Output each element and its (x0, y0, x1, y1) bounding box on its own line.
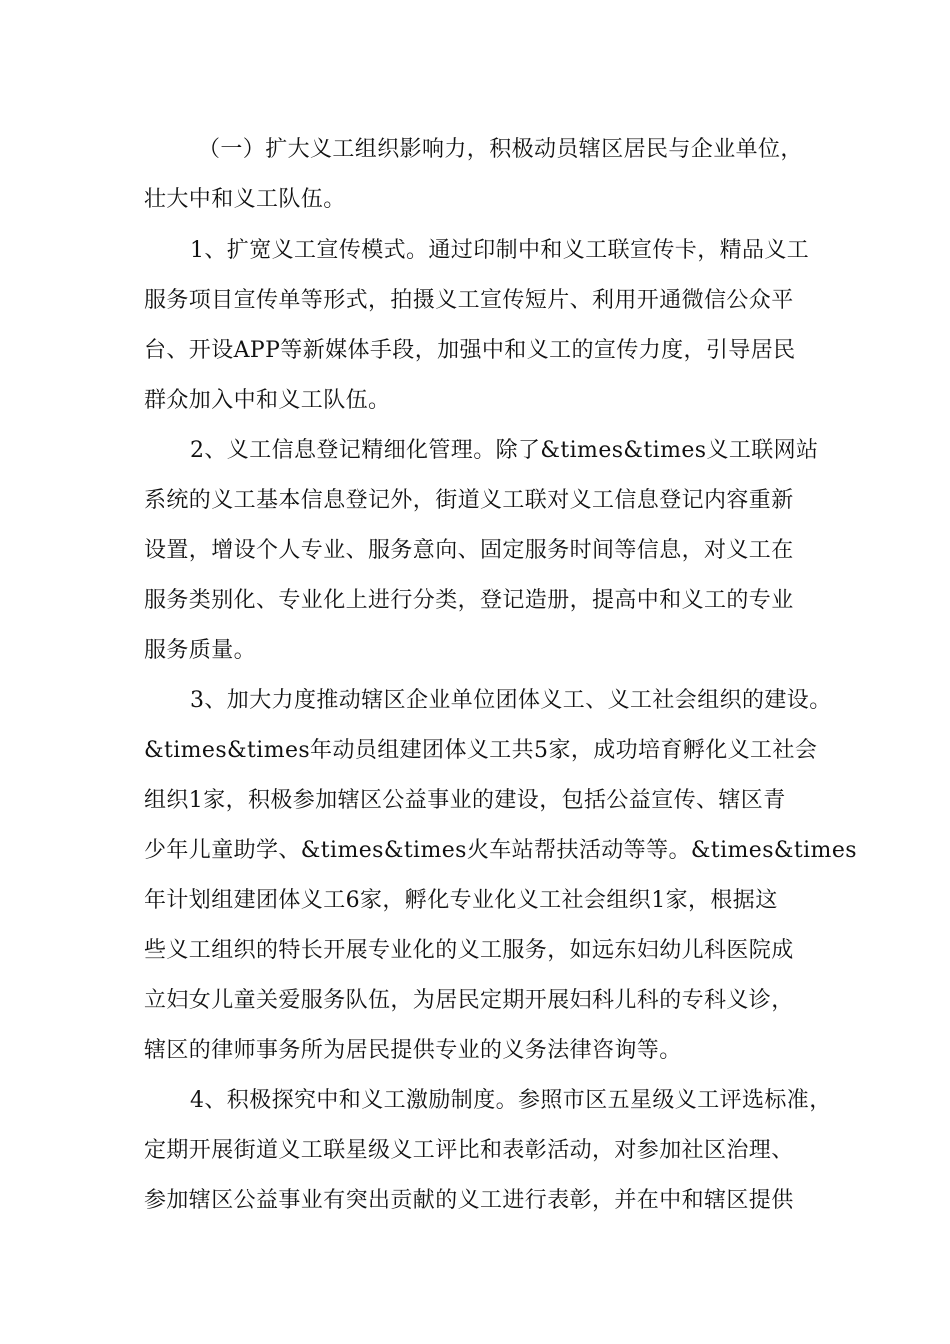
paragraph-line: &times&times年动员组建团体义工共5家，成功培育孵化义工社会 (144, 738, 818, 763)
paragraph-line: 立妇女儿童关爱服务队伍，为居民定期开展妇科儿科的专科义诊， (144, 988, 794, 1013)
paragraph-line: 壮大中和义工队伍。 (144, 187, 346, 212)
paragraph-line: 群众加入中和义工队伍。 (144, 388, 391, 413)
section-heading-line: （一）扩大义工组织影响力，积极动员辖区居民与企业单位， (198, 137, 803, 162)
paragraph-line: 参加辖区公益事业有突出贡献的义工进行表彰，并在中和辖区提供 (144, 1188, 794, 1213)
paragraph-line: 3、加大力度推动辖区企业单位团体义工、义工社会组织的建设。 (190, 688, 832, 713)
paragraph-line: 服务类别化、专业化上进行分类，登记造册，提高中和义工的专业 (144, 588, 794, 613)
paragraph-line: 台、开设APP等新媒体手段，加强中和义工的宣传力度，引导居民 (144, 338, 796, 363)
paragraph-line: 设置，增设个人专业、服务意向、固定服务时间等信息，对义工在 (144, 538, 794, 563)
paragraph-line: 1、扩宽义工宣传模式。通过印制中和义工联宣传卡，精品义工 (190, 238, 810, 263)
paragraph-line: 组织1家，积极参加辖区公益事业的建设，包括公益宣传、辖区青 (144, 788, 786, 813)
paragraph-line: 定期开展街道义工联星级义工评比和表彰活动，对参加社区治理、 (144, 1138, 794, 1163)
paragraph-line: 年计划组建团体义工6家，孵化专业化义工社会组织1家，根据这 (144, 888, 778, 913)
paragraph-line: 些义工组织的特长开展专业化的义工服务，如远东妇幼儿科医院成 (144, 938, 794, 963)
paragraph-line: 辖区的律师事务所为居民提供专业的义务法律咨询等。 (144, 1038, 682, 1063)
paragraph-line: 2、义工信息登记精细化管理。除了&times&times义工联网站 (190, 438, 819, 463)
paragraph-line: 系统的义工基本信息登记外，街道义工联对义工信息登记内容重新 (144, 488, 794, 513)
paragraph-line: 服务质量。 (144, 638, 257, 663)
paragraph-line: 少年儿童助学、&times&times火车站帮扶活动等等。&times&times (144, 838, 857, 863)
paragraph-line: 服务项目宣传单等形式，拍摄义工宣传短片、利用开通微信公众平 (144, 288, 794, 313)
paragraph-line: 4、积极探究中和义工激励制度。参照市区五星级义工评选标准， (190, 1088, 832, 1113)
